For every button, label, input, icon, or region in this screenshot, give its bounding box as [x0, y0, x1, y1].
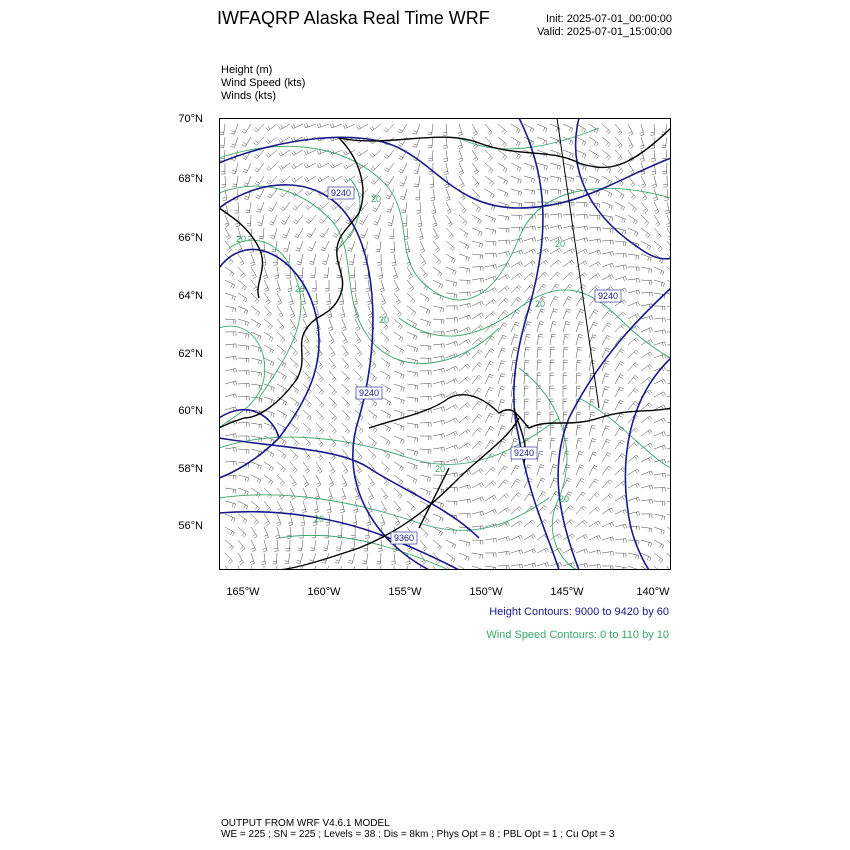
field-label-height: Height (m) — [221, 64, 273, 76]
wind-label: 20 — [559, 494, 570, 504]
lon-label-140w: 140°W — [636, 586, 670, 598]
lat-label-64n: 64°N — [178, 290, 203, 302]
lon-label-160w: 160°W — [307, 586, 341, 598]
map-frame — [220, 119, 671, 570]
coastlines — [219, 128, 671, 570]
lon-label-165w: 165°W — [226, 586, 260, 598]
init-time: Init: 2025-07-01_00:00:00 — [546, 13, 672, 25]
model-config: WE = 225 ; SN = 225 ; Levels = 38 ; Dis = 8km ; Phys Opt = 8 ; PBL Opt = 1 ; Cu Opt = 3 — [221, 829, 615, 840]
height-label: 9360 — [393, 533, 415, 543]
height-label: 9240 — [358, 388, 380, 398]
lon-label-145w: 145°W — [550, 586, 584, 598]
lat-label-70n: 70°N — [178, 113, 203, 125]
lat-label-56n: 56°N — [178, 520, 203, 532]
lat-label-58n: 58°N — [178, 463, 203, 475]
height-label: 9240 — [597, 291, 619, 301]
wind-label: 20 — [535, 299, 546, 309]
wind-speed-contours — [219, 128, 671, 570]
wind-label: 20 — [314, 514, 325, 524]
plot-title: IWFAQRP Alaska Real Time WRF — [217, 8, 490, 28]
field-label-winds: Winds (kts) — [221, 90, 276, 102]
lon-label-155w: 155°W — [388, 586, 422, 598]
map-plot — [219, 118, 671, 570]
lon-label-150w: 150°W — [469, 586, 503, 598]
wind-label: 20 — [555, 239, 566, 249]
wind-label: 20 — [371, 194, 382, 204]
height-contours — [219, 118, 671, 570]
wind-label: 20 — [236, 234, 247, 244]
field-label-wind-speed: Wind Speed (kts) — [221, 77, 306, 89]
height-label: 9240 — [330, 188, 352, 198]
lat-label-68n: 68°N — [178, 173, 203, 185]
lat-label-60n: 60°N — [178, 405, 203, 417]
wind-barb-field — [220, 123, 671, 570]
wind-label: 20 — [379, 315, 390, 325]
lat-label-66n: 66°N — [178, 232, 203, 244]
wind-label: 20 — [435, 464, 446, 474]
height-label: 9240 — [513, 448, 535, 458]
model-info: OUTPUT FROM WRF V4.6.1 MODEL — [221, 818, 390, 829]
wind-contour-labels — [236, 194, 569, 524]
lat-label-62n: 62°N — [178, 348, 203, 360]
wind-barbs — [220, 123, 671, 570]
height-contours-legend: Height Contours: 9000 to 9420 by 60 — [489, 606, 669, 618]
wind-label: 20 — [295, 284, 306, 294]
wind-contours-legend: Wind Speed Contours: 0 to 110 by 10 — [486, 629, 669, 641]
valid-time: Valid: 2025-07-01_15:00:00 — [537, 26, 672, 38]
